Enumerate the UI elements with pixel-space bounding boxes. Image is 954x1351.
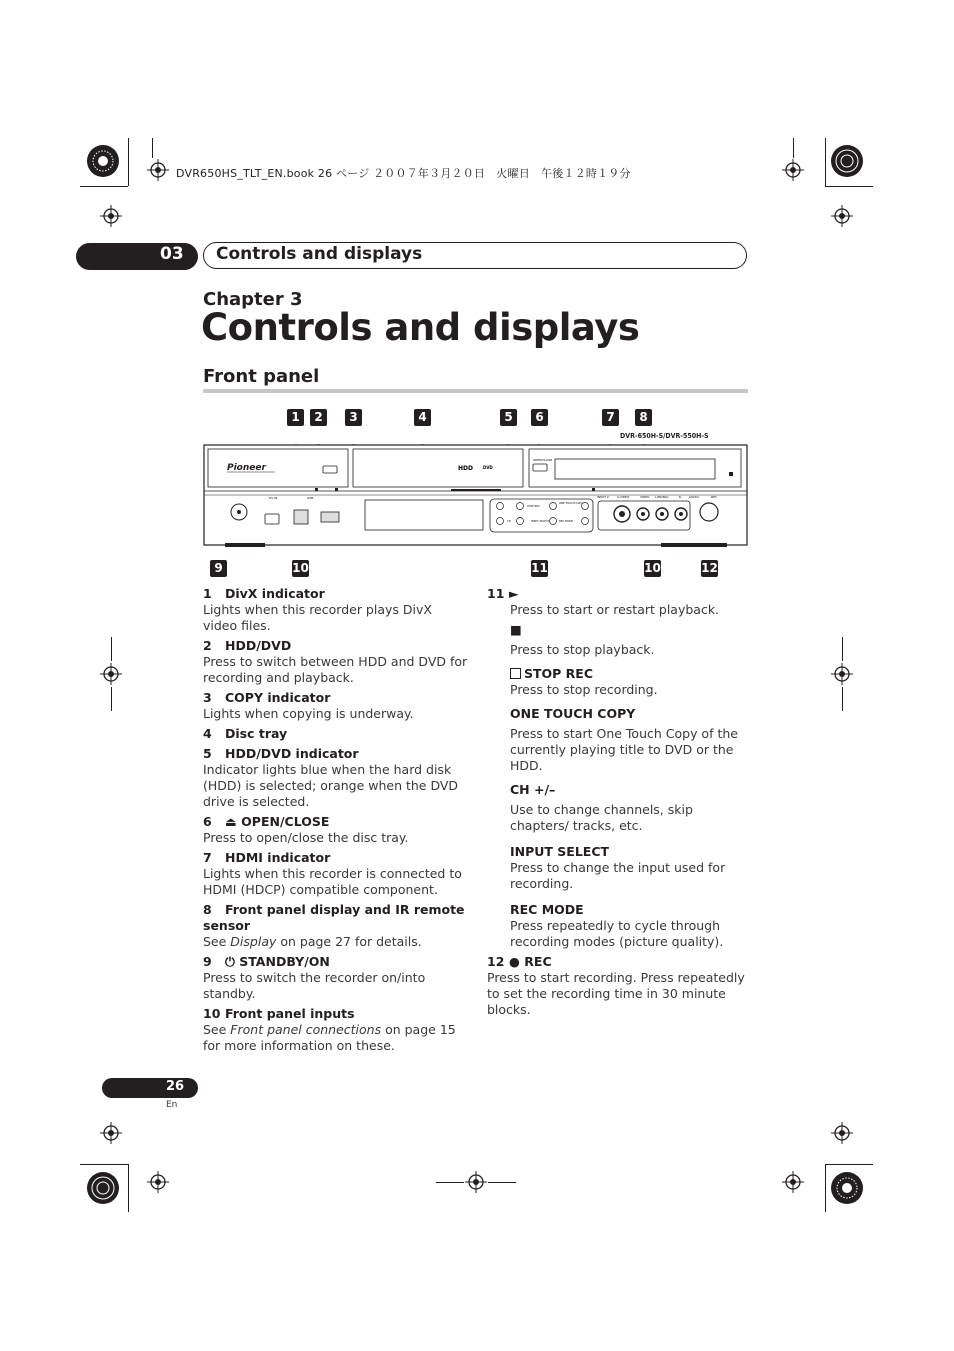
entry-4: 4 Disc tray xyxy=(203,726,288,741)
section-title: Front panel xyxy=(203,366,320,387)
crop-line xyxy=(111,687,112,711)
svg-text:REC MODE: REC MODE xyxy=(559,520,573,523)
callout-4: 4 xyxy=(414,409,431,426)
svg-text:CH: CH xyxy=(507,520,511,523)
entry-stop: ■ Press to stop playback. xyxy=(510,622,749,658)
entry-10: 10 Front panel inputs See Front panel connections on page 15 for more information on these. xyxy=(203,1006,456,1053)
chapter-number: 03 xyxy=(160,244,184,264)
callout-9: 9 xyxy=(210,560,227,577)
crop-line xyxy=(825,138,826,186)
crop-line xyxy=(80,1164,128,1165)
crosshair-icon xyxy=(100,663,122,685)
entry-11: 11 ► Press to start or restart playback. xyxy=(487,586,720,617)
stop-icon: ■ xyxy=(510,622,522,637)
registration-burst-icon xyxy=(830,144,864,178)
crop-line xyxy=(80,186,128,187)
crop-line xyxy=(436,1182,464,1183)
callout-1: 1 xyxy=(287,409,304,426)
crosshair-icon xyxy=(831,1122,853,1144)
crop-line xyxy=(825,1164,826,1212)
crop-line xyxy=(825,186,873,187)
crosshair-icon xyxy=(147,1171,169,1193)
entry-1: 1 DivX indicator Lights when this recorder plays DivX video files. xyxy=(203,586,432,633)
svg-text:HDD: HDD xyxy=(458,465,473,472)
callout-12: 12 xyxy=(701,561,718,575)
crosshair-icon xyxy=(465,1171,487,1193)
crop-line xyxy=(128,1164,129,1212)
entry-6: 6 ⏏ OPEN/CLOSE Press to open/close the disc tray. xyxy=(203,814,409,845)
entry-5: 5 HDD/DVD indicator Indicator lights blue when the hard disk (HDD) is selected; orange when the DVD drive is selected. xyxy=(203,746,459,809)
crosshair-icon xyxy=(831,205,853,227)
registration-burst-icon xyxy=(830,1171,864,1205)
svg-text:VIDEO: VIDEO xyxy=(640,495,650,499)
svg-text:DV IN: DV IN xyxy=(269,496,278,500)
description-column-left xyxy=(203,586,468,1058)
entry-input-select: INPUT SELECT Press to change the input used for recording. xyxy=(510,844,726,891)
crop-line xyxy=(111,637,112,661)
description-column-right xyxy=(487,586,749,1022)
callout-7: 7 xyxy=(602,409,619,426)
svg-text:AUDIO: AUDIO xyxy=(689,495,699,499)
model-label: DVR-650H-S/DVR-550H-S xyxy=(620,432,709,440)
entry-12: 12 ● REC Press to start recording. Press repeatedly to set the recording time in 30 minute blocks. xyxy=(487,954,745,1017)
page-language: En xyxy=(166,1100,178,1110)
power-icon: ⏻ xyxy=(225,954,235,969)
crop-line xyxy=(488,1182,516,1183)
svg-text:REC: REC xyxy=(711,495,718,499)
callout-5: 5 xyxy=(500,409,517,426)
entry-ch: CH +/– Use to change channels, skip chapters/ tracks, etc. xyxy=(510,782,693,833)
svg-text:INPUT SELECT: INPUT SELECT xyxy=(531,520,550,523)
entry-2: 2 HDD/DVD Press to switch between HDD and DVD for recording and playback. xyxy=(203,638,468,685)
chapter-title-bar-text: Controls and displays xyxy=(216,244,423,264)
callout-3: 3 xyxy=(345,409,362,426)
file-header-line: DVR650HS_TLT_EN.book 26 ページ ２００７年３月２０日 火曜日 午後１２時１９分 xyxy=(176,167,631,180)
callout-8: 8 xyxy=(635,409,652,426)
crop-line xyxy=(842,687,843,711)
callout-10: 10 xyxy=(292,561,309,575)
entry-8: 8 Front panel display and IR remote sensor See Display on page 27 for details. xyxy=(203,902,465,949)
registration-burst-icon xyxy=(86,144,120,178)
svg-text:DVD: DVD xyxy=(483,465,493,470)
svg-text:ONE TOUCH COPY: ONE TOUCH COPY xyxy=(559,502,583,505)
registration-burst-icon xyxy=(86,1171,120,1205)
crosshair-icon xyxy=(831,663,853,685)
brand-logo: Pioneer xyxy=(227,463,266,473)
crosshair-icon xyxy=(100,205,122,227)
callout-10b: 10 xyxy=(644,561,661,575)
callout-11: 11 xyxy=(531,561,548,575)
svg-text:USB: USB xyxy=(307,496,314,500)
svg-text:L(MONO): L(MONO) xyxy=(655,495,669,499)
svg-text:R: R xyxy=(679,495,682,499)
record-dot-icon: ● xyxy=(509,954,520,969)
crosshair-icon xyxy=(100,1122,122,1144)
crop-line xyxy=(793,138,794,158)
crosshair-icon xyxy=(782,1171,804,1193)
crosshair-icon xyxy=(147,159,169,181)
entry-rec-mode: REC MODE Press repeatedly to cycle through recording modes (picture quality). xyxy=(510,902,724,949)
front-panel-illustration xyxy=(203,444,748,549)
entry-stop-rec: STOP REC Press to stop recording. xyxy=(510,666,658,697)
section-rule xyxy=(203,389,748,393)
crop-line xyxy=(825,1164,873,1165)
page-title: Controls and displays xyxy=(201,306,640,349)
crop-line xyxy=(152,138,153,158)
svg-text:OPEN/CLOSE: OPEN/CLOSE xyxy=(533,458,553,462)
crop-line xyxy=(128,138,129,186)
chapter-label: Chapter 3 xyxy=(203,289,303,310)
entry-3: 3 COPY indicator Lights when copying is underway. xyxy=(203,690,414,721)
play-icon: ► xyxy=(509,586,519,601)
svg-text:INPUT 2: INPUT 2 xyxy=(597,495,609,499)
stop-rec-icon xyxy=(510,668,521,679)
entry-7: 7 HDMI indicator Lights when this recorder is connected to HDMI (HDCP) compatible component. xyxy=(203,850,462,897)
callout-2: 2 xyxy=(310,409,327,426)
callout-6: 6 xyxy=(531,409,548,426)
svg-text:STOP REC: STOP REC xyxy=(527,505,540,508)
page-number: 26 xyxy=(165,1079,185,1094)
eject-icon: ⏏ xyxy=(225,814,237,829)
crop-line xyxy=(842,637,843,661)
entry-one-touch-copy: ONE TOUCH COPY Press to start One Touch Copy of the currently playing title to DVD or the HDD. xyxy=(510,706,738,773)
entry-9: 9 ⏻ STANDBY/ON Press to switch the recorder on/into standby. xyxy=(203,954,426,1001)
crosshair-icon xyxy=(782,159,804,181)
svg-text:S-VIDEO: S-VIDEO xyxy=(617,495,630,499)
